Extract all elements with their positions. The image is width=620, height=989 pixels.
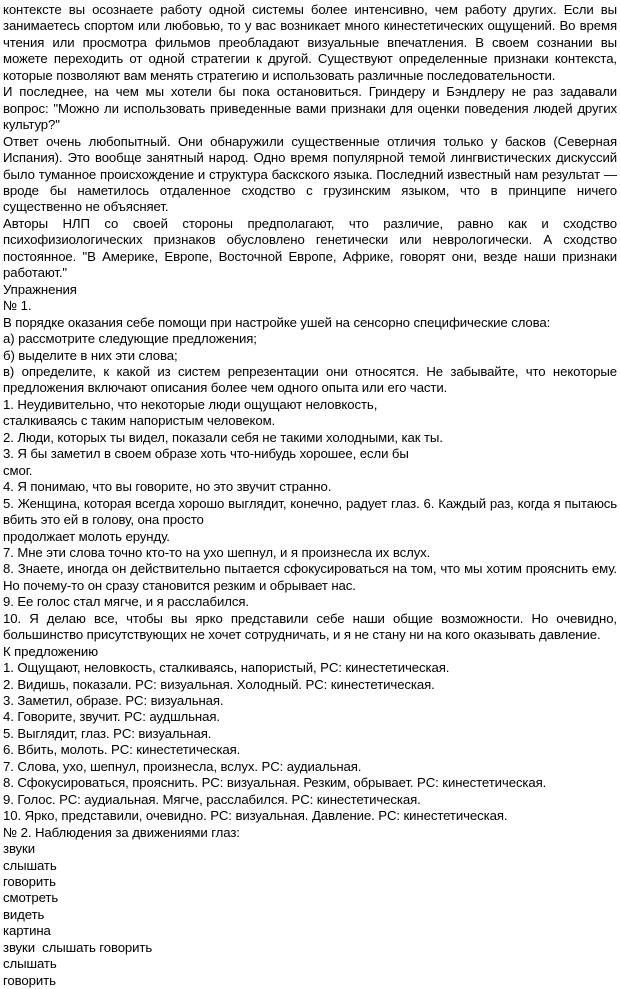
paragraph-question: И последнее, на чем мы хотели бы пока остановиться. Гриндеру и Бэндлеру не раз задавали вопрос: "Можно ли использовать приведенные вами признаки для оценки поведения людей других культур?" (3, 84, 617, 133)
answer-line: 7. Слова, ухо, шепнул, произнесла, вслух. PC: аудиальная. (3, 758, 362, 774)
eye-word: слышать (3, 956, 57, 972)
sentence-7: 7. Мне эти слова точно кто-то на ухо шепнул, и я произнесла их вслух. (3, 544, 431, 560)
sentence-5-6: 5. Женщина, которая всегда хорошо выглядит, конечно, радует глаз. 6. Каждый раз, когда я пытаюсь вбить это ей в голову, она просто (3, 495, 617, 528)
eye-word: видеть (3, 906, 45, 922)
sentence-9: 9. Ее голос стал мягче, и я расслабился. (3, 594, 249, 610)
exercise-step-c: в) определите, к какой из систем репрезентации они относятся. Не забывайте, что некоторые предложения включают описания более чем одного опыта или его части. (3, 363, 617, 396)
exercise-1-intro: В порядке оказания себе помощи при настройке ушей на сенсорно специфические слова: (3, 314, 551, 330)
answer-line: 3. Заметил, образе. PC: визуальная. (3, 693, 224, 709)
sentence-1b: сталкиваясь с таким напористым человеком. (3, 413, 276, 429)
sentence-1a: 1. Неудивительно, что некоторые люди ощущают неловкость, (3, 396, 378, 412)
heading-exercises: Упражнения (3, 281, 77, 297)
answer-line: 10. Ярко, представили, очевидно. PC: визуальная. Давление. PC: кинестетическая. (3, 808, 508, 824)
eye-word: картина (3, 923, 51, 939)
exercise-step-a: а) рассмотрите следующие предложения; (3, 331, 257, 347)
eye-word: говорить (3, 874, 56, 890)
answer-line: 2. Видишь, показали. PC: визуальная. Холодный. PC: кинестетическая. (3, 676, 435, 692)
answers-heading: К предложению (3, 643, 98, 659)
answer-line: 6. Вбить, молоть. PC: кинестетическая. (3, 742, 241, 758)
eye-word: звуки слышать говорить (3, 939, 153, 955)
answer-line: 5. Выглядит, глаз. PC: визуальная. (3, 725, 212, 741)
exercise-step-b: б) выделите в них эти слова; (3, 347, 178, 363)
eye-word: смотреть (3, 890, 59, 906)
paragraph-context: контексте вы осознаете работу одной системы более интенсивно, чем работу других. Если вы занимаетесь спортом или любовью, то у вас возникает много кинестетических ощущений. Во время чтения или просмотра фильмов преобладают визуальные впечатления. В своем сознании вы можете переходить от одной стратегии к другой. Существуют определенные признаки контекста, которые позволяют вам менять стратегию и использовать различные последовательности. (3, 2, 617, 83)
exercise-2-heading: № 2. Наблюдения за движениями глаз: (3, 824, 240, 840)
exercise-1-number: № 1. (3, 298, 32, 314)
answer-line: 8. Сфокусироваться, прояснить. PC: визуальная. Резким, обрывает. PC: кинестетическая. (3, 775, 547, 791)
sentence-10: 10. Я делаю все, чтобы вы ярко представили себе наши общие возможности. Но очевидно, большинство присутствующих не хочет сотрудничать, и я не стану ни на кого оказывать давление. (3, 610, 617, 643)
eye-word: говорить (3, 972, 56, 988)
sentence-3b: смог. (3, 462, 33, 478)
answer-line: 1. Ощущают, неловкость, сталкиваясь, напористый, PC: кинестетическая. (3, 660, 450, 676)
eye-word: слышать (3, 857, 57, 873)
paragraph-authors: Авторы НЛП со своей стороны предполагают, что различие, равно как и сходство психофизиологических признаков обусловлено генетически или неврологически. А сходство постоянное. "В Америке, Европе, Восточной Европе, Африке, говорят они, везде наши признаки работают." (3, 215, 617, 281)
paragraph-answer: Ответ очень любопытный. Они обнаружили существенные отличия только у басков (Северная Испания). Это вообще занятный народ. Одно время популярной темой лингвистических дискуссий было туманное происхождение и структура баскского языка. Последний известный нам результат — вроде бы наметилось отдаленное сходство с грузинским языком, что в принципе ничего существенно не объясняет. (3, 133, 617, 215)
sentence-3a: 3. Я бы заметил в своем образе хоть что-нибудь хорошее, если бы (3, 446, 409, 462)
eye-word: звуки (3, 841, 35, 857)
sentence-2: 2. Люди, которых ты видел, показали себя не такими холодными, как ты. (3, 429, 443, 445)
answer-line: 9. Голос. PC: аудиальная. Мягче, расслабился. PC: кинестетическая. (3, 791, 421, 807)
answer-line: 4. Говорите, звучит. PC: аудшльная. (3, 709, 220, 725)
sentence-4: 4. Я понимаю, что вы говорите, но это звучит странно. (3, 479, 332, 495)
sentence-6b: продолжает молоть ерунду. (3, 528, 170, 544)
sentence-8: 8. Знаете, иногда он действительно пытается сфокусироваться на том, что мы хотим прояснить ему. Но почему-то он сразу становится резким и обрывает нас. (3, 561, 617, 593)
